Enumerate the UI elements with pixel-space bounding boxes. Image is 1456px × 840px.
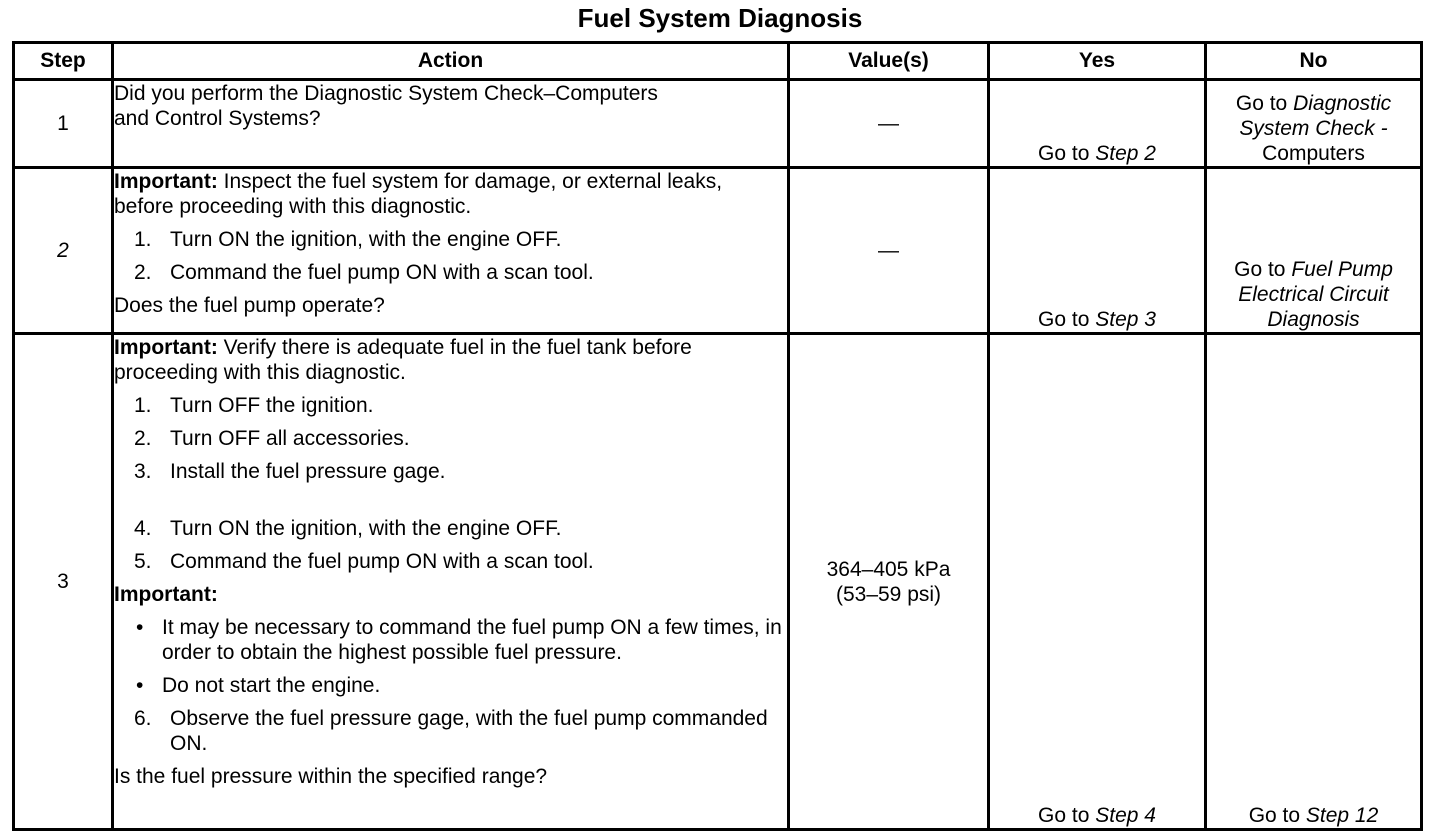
important-note	[114, 169, 787, 219]
value-cell: —	[789, 168, 989, 334]
yes-prefix: Go to	[1038, 308, 1096, 331]
bullet-dot: •	[136, 616, 144, 639]
item-text: Command the fuel pump ON with a scan tool.	[170, 261, 594, 284]
yes-prefix: Go to	[1038, 804, 1096, 827]
important-text: Verify there is adequate fuel in the fuel tank before proceeding with this diagnostic.	[114, 336, 692, 384]
yes-link[interactable]: Step 4	[1095, 804, 1156, 827]
header-yes: Yes	[989, 43, 1206, 80]
no-link[interactable]: Diagnostic	[1293, 92, 1392, 115]
diagnosis-table	[12, 41, 1423, 831]
action-cell	[113, 334, 789, 830]
list-item	[114, 459, 787, 484]
step-number: 3	[14, 334, 113, 830]
no-prefix: Go to	[1234, 258, 1292, 281]
step-number: 1	[14, 80, 113, 168]
no-cell	[1206, 168, 1422, 334]
no-link[interactable]: System Check -	[1239, 117, 1388, 140]
item-number: 6.	[134, 707, 152, 730]
action-text: and Control Systems?	[114, 107, 321, 130]
no-cell	[1206, 80, 1422, 168]
item-text: Turn OFF the ignition.	[170, 394, 374, 417]
value-cell	[789, 334, 989, 830]
yes-link[interactable]: Step 2	[1095, 142, 1156, 165]
important-text: Inspect the fuel system for damage, or external leaks, before proceeding with this diagnostic.	[114, 170, 723, 218]
no-link[interactable]: Fuel Pump	[1291, 258, 1393, 281]
bullet-item	[114, 615, 787, 665]
important-label: Important:	[114, 336, 218, 359]
item-number: 3.	[134, 460, 152, 483]
question-text: Is the fuel pressure within the specified range?	[114, 765, 548, 788]
item-text: Do not start the engine.	[162, 674, 381, 697]
action-cell	[113, 168, 789, 334]
header-row	[14, 43, 1422, 80]
item-text: Turn OFF all accessories.	[170, 427, 410, 450]
no-prefix: Go to	[1235, 92, 1294, 115]
header-values: Value(s)	[789, 43, 989, 80]
important-label: Important:	[114, 170, 218, 193]
item-number: 1.	[134, 394, 152, 417]
item-text: Turn ON the ignition, with the engine OFF.	[170, 228, 562, 251]
value-cell: —	[789, 80, 989, 168]
no-link[interactable]: Diagnosis	[1267, 308, 1360, 331]
no-link[interactable]: Step 12	[1305, 804, 1379, 827]
list-item	[114, 393, 787, 418]
header-action: Action	[113, 43, 789, 80]
item-number: 4.	[134, 517, 152, 540]
list-item	[114, 227, 787, 252]
no-link[interactable]: Computers	[1262, 142, 1365, 165]
yes-prefix: Go to	[1038, 142, 1096, 165]
no-link[interactable]: Electrical Circuit	[1238, 283, 1389, 306]
no-prefix: Go to	[1248, 804, 1306, 827]
action-cell	[113, 80, 789, 168]
pressure-kpa: 364–405 kPa	[826, 557, 951, 581]
important-label: Important:	[114, 583, 218, 606]
pressure-psi: (53–59 psi)	[835, 582, 942, 606]
table-row	[14, 168, 1422, 334]
yes-link[interactable]: Step 3	[1095, 308, 1156, 331]
list-item	[114, 516, 787, 541]
important-note	[114, 335, 787, 385]
item-text: Install the fuel pressure gage.	[170, 460, 446, 483]
yes-cell	[989, 334, 1206, 830]
item-number: 2.	[134, 427, 152, 450]
step-number: 2	[14, 168, 113, 334]
item-number: 1.	[134, 228, 152, 251]
no-cell	[1206, 334, 1422, 830]
item-number: 5.	[134, 550, 152, 573]
item-text: Command the fuel pump ON with a scan tool.	[170, 550, 594, 573]
list-item	[114, 426, 787, 451]
item-text: It may be necessary to command the fuel pump ON a few times, in order to obtain the highest possible fuel pressure.	[162, 616, 782, 664]
list-item	[114, 549, 787, 574]
page-title: Fuel System Diagnosis	[577, 3, 863, 33]
action-text: Did you perform the Diagnostic System Check–Computers	[114, 82, 658, 105]
item-text: Turn ON the ignition, with the engine OFF.	[170, 517, 562, 540]
bullet-item	[114, 673, 787, 698]
table-row	[14, 334, 1422, 830]
list-item	[114, 260, 787, 285]
table-row	[14, 80, 1422, 168]
header-no: No	[1206, 43, 1422, 80]
item-text: Observe the fuel pressure gage, with the fuel pump commanded ON.	[170, 707, 768, 755]
header-step: Step	[14, 43, 113, 80]
yes-cell	[989, 80, 1206, 168]
list-item	[114, 706, 787, 756]
yes-cell	[989, 168, 1206, 334]
question-text: Does the fuel pump operate?	[114, 294, 385, 317]
bullet-dot: •	[136, 674, 144, 697]
item-number: 2.	[134, 261, 152, 284]
